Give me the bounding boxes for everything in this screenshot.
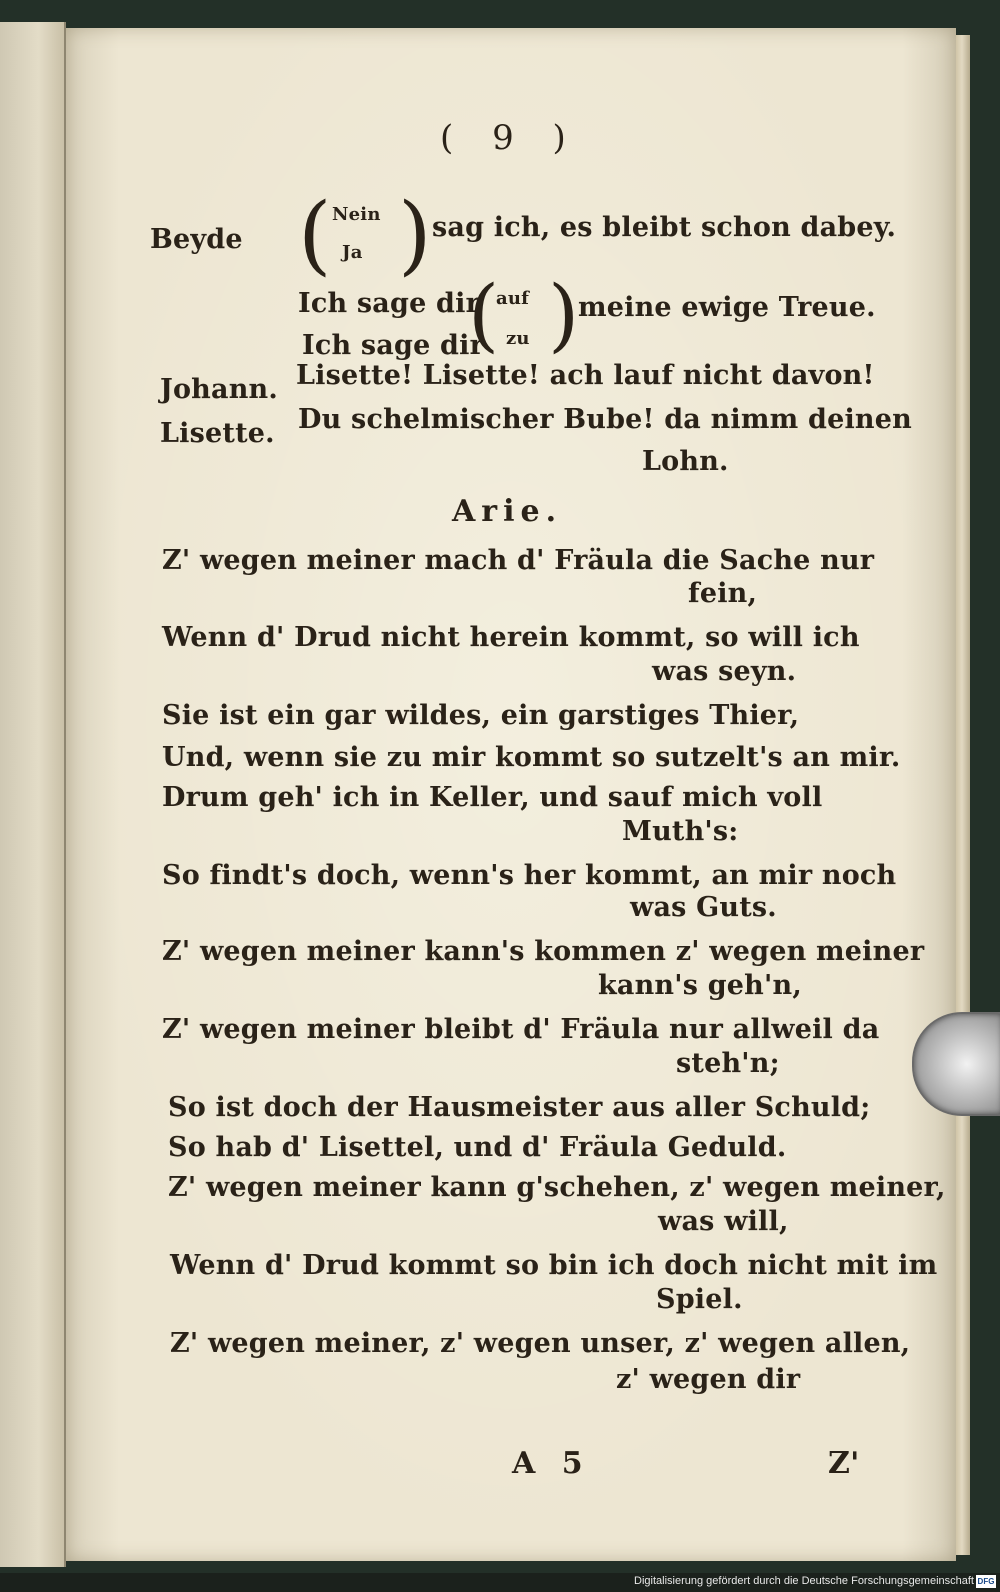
aria-line-continuation: Spiel. bbox=[656, 1284, 743, 1315]
brace-option-bottom: zu bbox=[506, 328, 530, 349]
catchword: Z' bbox=[828, 1446, 860, 1481]
signature-mark: A 5 bbox=[512, 1446, 591, 1481]
metal-page-clip bbox=[912, 1012, 1000, 1116]
dialogue-line-continuation: Lohn. bbox=[642, 446, 729, 477]
aria-line-continuation: z' wegen dir bbox=[616, 1364, 801, 1395]
aria-line: Z' wegen meiner, z' wegen unser, z' wegen allen, bbox=[170, 1328, 911, 1359]
page-stack-edge bbox=[954, 35, 970, 1555]
aria-line: Z' wegen meiner kann's kommen z' wegen meiner bbox=[162, 936, 925, 967]
aria-line-continuation: Muth's: bbox=[622, 816, 739, 847]
aria-line: So ist doch der Hausmeister aus aller Schuld; bbox=[168, 1092, 871, 1123]
dfg-logo: DFG bbox=[977, 1577, 995, 1586]
left-brace: ( bbox=[298, 185, 332, 285]
aria-line-continuation: was will, bbox=[658, 1206, 789, 1237]
dialogue-line: Lisette! Lisette! ach lauf nicht davon! bbox=[296, 360, 875, 391]
aria-line: Wenn d' Drud nicht herein kommt, so will ich bbox=[162, 622, 860, 653]
right-brace: ) bbox=[548, 268, 580, 361]
page-number: ( 9 ) bbox=[440, 118, 580, 158]
aria-line: So hab d' Lisettel, und d' Fräula Geduld. bbox=[168, 1132, 787, 1163]
aria-line-continuation: was seyn. bbox=[652, 656, 797, 687]
aria-line: So findt's doch, wenn's her kommt, an mir noch bbox=[162, 860, 897, 891]
aria-line-continuation: steh'n; bbox=[676, 1048, 780, 1079]
aria-line: Drum geh' ich in Keller, und sauf mich voll bbox=[162, 782, 823, 813]
left-brace: ( bbox=[468, 268, 500, 361]
aria-title: Arie. bbox=[452, 494, 563, 529]
brace-option-top: Nein bbox=[332, 204, 381, 225]
duet-line-prefix: Ich sage dir bbox=[298, 288, 481, 319]
aria-line: Wenn d' Drud kommt so bin ich doch nicht mit im bbox=[170, 1250, 938, 1281]
duet-line: sag ich, es bleibt schon dabey. bbox=[432, 212, 897, 243]
aria-line-continuation: was Guts. bbox=[630, 892, 777, 923]
aria-line: Und, wenn sie zu mir kommt so sutzelt's an mir. bbox=[162, 742, 901, 773]
aria-line: Z' wegen meiner kann g'schehen, z' wegen meiner, bbox=[168, 1172, 946, 1203]
speaker-label: Lisette. bbox=[160, 418, 275, 449]
facing-page-edge bbox=[0, 22, 66, 1567]
digitization-credit: Digitalisierung gefördert durch die Deutsche Forschungsgemeinschaft bbox=[634, 1575, 974, 1587]
duet-line: meine ewige Treue. bbox=[578, 292, 876, 323]
aria-line-continuation: fein, bbox=[688, 578, 758, 609]
brace-option-bottom: Ja bbox=[342, 242, 363, 263]
duet-line-prefix: Ich sage dir bbox=[302, 330, 485, 361]
speaker-label: Johann. bbox=[160, 374, 278, 405]
aria-line: Sie ist ein gar wildes, ein garstiges Thier, bbox=[162, 700, 800, 731]
aria-line-continuation: kann's geh'n, bbox=[598, 970, 802, 1001]
brace-option-top: auf bbox=[496, 288, 530, 309]
aria-line: Z' wegen meiner bleibt d' Fräula nur allweil da bbox=[162, 1014, 880, 1045]
right-brace: ) bbox=[398, 185, 432, 285]
aria-line: Z' wegen meiner mach d' Fräula die Sache nur bbox=[162, 545, 875, 576]
speaker-label: Beyde bbox=[150, 224, 243, 255]
dialogue-line: Du schelmischer Bube! da nimm deinen bbox=[298, 404, 912, 435]
